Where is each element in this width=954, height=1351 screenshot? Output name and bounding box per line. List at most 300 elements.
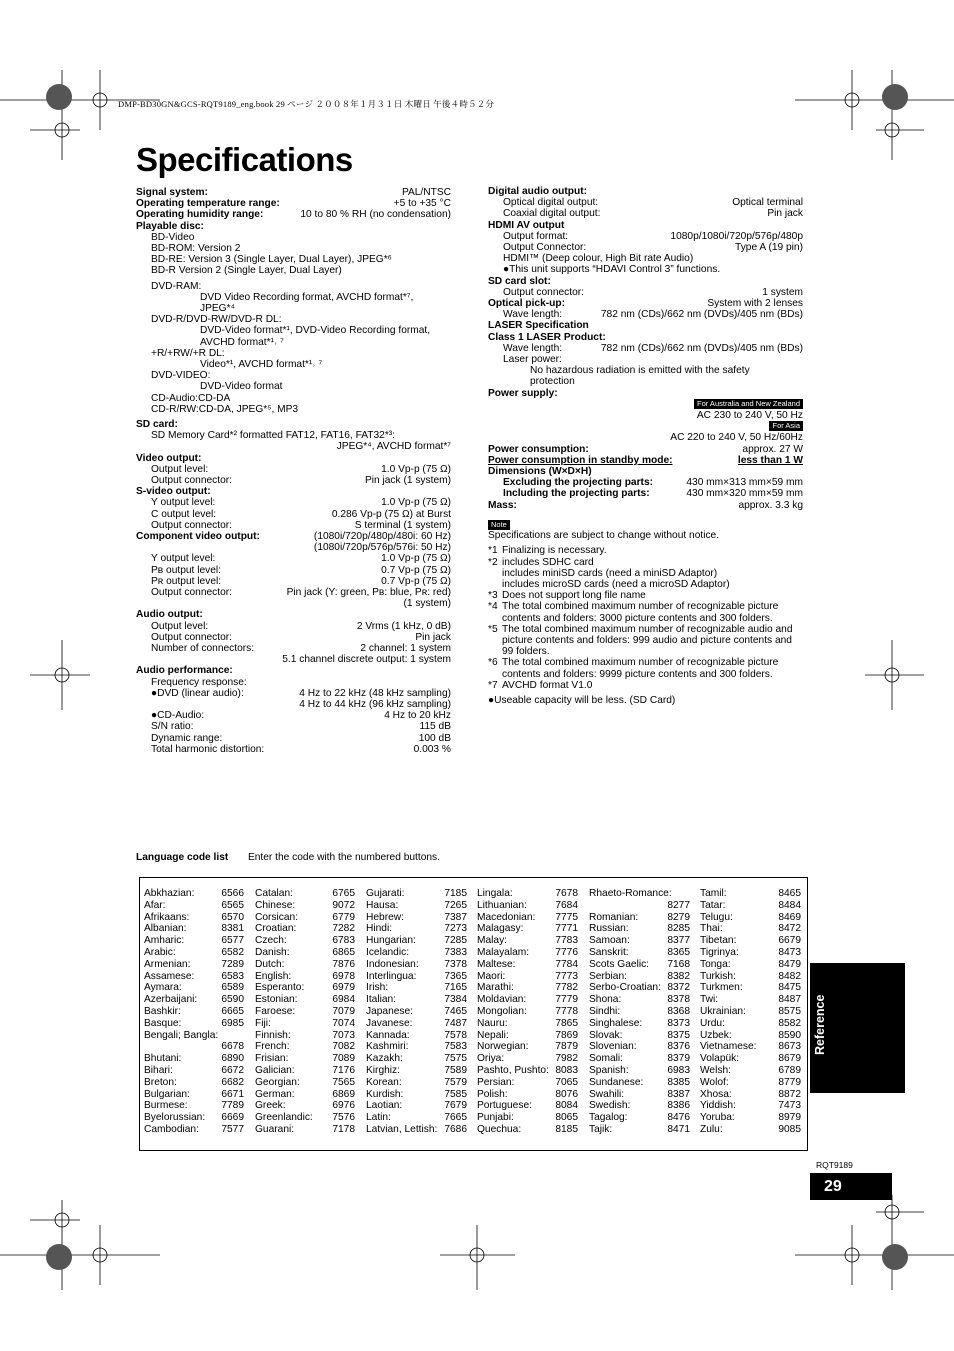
- language-code: 7776: [555, 946, 578, 958]
- language-code: 7982: [555, 1053, 578, 1065]
- language-entry: [255, 1077, 355, 1089]
- spec-label: Power consumption in standby mode:: [488, 454, 673, 466]
- footnote-text: The total combined maximum number of recognizable picture contents and folders: 9999 picture contents and 300 folders.: [502, 657, 779, 680]
- language-code: 6783: [332, 935, 355, 947]
- language-name: Tonga:: [700, 958, 731, 970]
- language-name: Danish:: [255, 946, 290, 958]
- language-name: Ukrainian:: [700, 1005, 746, 1017]
- spec-label: +R/+RW/+R DL:: [151, 347, 225, 359]
- language-name: Maori:: [477, 970, 506, 982]
- language-code: 8285: [667, 923, 690, 935]
- spec-label: BD-RE: Version 3 (Single Layer, Dual Layer), JPEG*⁶: [151, 254, 392, 266]
- language-entry: [589, 982, 690, 994]
- spec-label: Output Connector:: [503, 242, 587, 254]
- spec-value: PAL/NTSC: [401, 187, 451, 198]
- language-name: Telugu:: [700, 911, 733, 923]
- spec-label: No hazardous radiation is emitted with the safety: [530, 365, 750, 377]
- language-code: 8385: [667, 1076, 690, 1088]
- spec-row: [136, 325, 451, 336]
- spec-row: [488, 287, 803, 298]
- language-code-instruction: Enter the code with the numbered buttons.: [247, 852, 440, 863]
- language-code: 7165: [444, 982, 467, 994]
- spec-row: [136, 542, 451, 553]
- spec-label: Output connector:: [151, 631, 232, 643]
- language-name: Tibetan:: [700, 935, 737, 947]
- language-name: Malay:: [477, 935, 508, 947]
- spec-row: [488, 399, 803, 410]
- language-code: 8575: [778, 1005, 801, 1017]
- language-entry: [589, 947, 690, 959]
- spec-row: [136, 744, 451, 755]
- spec-row: [136, 243, 451, 254]
- spec-row: [136, 654, 451, 665]
- spec-label: Coaxial digital output:: [503, 208, 601, 220]
- language-code: 8473: [778, 946, 801, 958]
- language-entry: [589, 923, 690, 935]
- language-name: Nauru:: [477, 1017, 508, 1029]
- language-code: 8277: [667, 899, 690, 911]
- footnote: [488, 657, 806, 679]
- language-name: Turkmen:: [700, 982, 743, 994]
- spec-label: Video output:: [136, 452, 202, 464]
- spec-label: LASER Specification: [488, 320, 589, 332]
- language-name: Gujarati:: [366, 888, 405, 899]
- spec-label: Dimensions (W×D×H): [488, 466, 592, 478]
- spec-row: [136, 337, 451, 348]
- language-entry: [255, 1124, 355, 1136]
- language-name: Esperanto:: [255, 982, 305, 994]
- language-name: Hebrew:: [366, 911, 404, 923]
- spec-row: [488, 410, 803, 421]
- spec-row: [136, 404, 451, 415]
- spec-label: ●This unit supports “HDAVI Control 3” functions.: [503, 264, 721, 276]
- language-name: Finnish:: [255, 1029, 291, 1041]
- language-code: 7779: [555, 994, 578, 1006]
- language-name: Kashmiri:: [366, 1041, 409, 1053]
- spec-label: Digital audio output:: [488, 186, 588, 197]
- language-name: Singhalese:: [589, 1017, 643, 1029]
- language-name: Quechua:: [477, 1123, 522, 1135]
- language-entry: [477, 947, 578, 959]
- spec-value: System with 2 lenses: [707, 298, 803, 310]
- language-entry: [700, 994, 801, 1006]
- spec-label: Class 1 LASER Product:: [488, 331, 606, 343]
- spec-row: [488, 466, 803, 477]
- language-code: 8376: [667, 1041, 690, 1053]
- spec-row: [136, 187, 451, 198]
- language-code: 7575: [444, 1053, 467, 1065]
- language-entry: [700, 947, 801, 959]
- spec-label: ●DVD (linear audio):: [151, 687, 244, 699]
- language-code: 7686: [444, 1123, 467, 1135]
- language-code: 8979: [778, 1112, 801, 1124]
- language-code: 8475: [778, 982, 801, 994]
- language-code: 7684: [555, 899, 578, 911]
- spec-row: [136, 419, 451, 430]
- language-name: Shona:: [589, 994, 622, 1006]
- spec-label: DVD Video Recording format, AVCHD format*⁷,: [200, 291, 414, 303]
- language-entry: [700, 912, 801, 924]
- spec-value: Pin jack: [767, 208, 803, 220]
- language-entry: [700, 982, 801, 994]
- spec-label: AVCHD format*¹˒ ⁷: [200, 336, 284, 348]
- spec-row: [136, 453, 451, 464]
- spec-label: Pʀ output level:: [151, 575, 222, 587]
- language-name: Greek:: [255, 1100, 286, 1112]
- language-code: 7778: [555, 1005, 578, 1017]
- spec-label: Output connector:: [503, 286, 584, 298]
- language-name: Lingala:: [477, 888, 513, 899]
- language-code: 7773: [555, 970, 578, 982]
- language-name: Afar:: [144, 899, 166, 911]
- language-entry: [477, 1124, 578, 1136]
- spec-row: [136, 281, 451, 292]
- spec-value: approx. 27 W: [742, 443, 803, 455]
- language-name: Korean:: [366, 1076, 402, 1088]
- footnote-marker: *7: [488, 679, 498, 691]
- spec-row: [136, 576, 451, 587]
- language-entry: [366, 971, 467, 983]
- language-code: 8372: [667, 982, 690, 994]
- language-name: Marathi:: [477, 982, 514, 994]
- language-code: 9072: [332, 899, 355, 911]
- footnote-text: includes SDHC card includes miniSD cards (need a miniSD Adaptor) includes microSD cards (need a microSD Adaptor): [502, 556, 730, 591]
- language-code: 8476: [667, 1112, 690, 1124]
- spec-row: [136, 232, 451, 243]
- language-entry: [366, 947, 467, 959]
- spec-value: AC 220 to 240 V, 50 Hz/60Hz: [670, 432, 803, 444]
- spec-row: [488, 264, 803, 275]
- spec-row: [488, 220, 803, 231]
- language-entry: [366, 935, 467, 947]
- spec-row: [136, 314, 451, 325]
- spec-row: [136, 430, 451, 441]
- language-entry: [255, 1089, 355, 1101]
- language-name: Italian:: [366, 994, 397, 1006]
- page-title: Specifications: [136, 141, 353, 178]
- spec-row: [488, 298, 803, 309]
- language-name: Slovak:: [589, 1029, 623, 1041]
- spec-label: Wave length:: [503, 309, 563, 321]
- language-code: 7578: [444, 1029, 467, 1041]
- spec-row: [136, 198, 451, 209]
- language-entry: [366, 1041, 467, 1053]
- spec-label: Dynamic range:: [151, 732, 223, 744]
- footnote-text: The total combined maximum number of recognizable audio and picture contents and folders: 999 audio and picture contents and 99 folders.: [502, 623, 793, 658]
- language-entry: [255, 1053, 355, 1065]
- spec-label: S/N ratio:: [151, 721, 194, 733]
- spec-row: [136, 292, 451, 303]
- language-code: 7079: [332, 1005, 355, 1017]
- language-code: 7879: [555, 1041, 578, 1053]
- language-entry: [255, 971, 355, 983]
- language-entry: [144, 1124, 244, 1136]
- spec-row: [488, 432, 803, 443]
- spec-label: DVD-Video format: [200, 381, 283, 393]
- language-code: 8472: [778, 923, 801, 935]
- spec-row: [136, 632, 451, 643]
- spec-row: [136, 348, 451, 359]
- language-code: 8279: [667, 911, 690, 923]
- language-code: 7487: [444, 1017, 467, 1029]
- language-code: 6671: [221, 1088, 244, 1100]
- spec-label: Laser power:: [503, 354, 562, 366]
- footnote-marker: *1: [488, 545, 498, 557]
- language-code: 7383: [444, 946, 467, 958]
- language-name: Turkish:: [700, 970, 736, 982]
- language-name: Interlingua:: [366, 970, 417, 982]
- language-code: 7583: [444, 1041, 467, 1053]
- language-code: 6869: [332, 1088, 355, 1100]
- language-entry: [144, 1077, 244, 1089]
- language-code: 8487: [778, 994, 801, 1006]
- language-entry: [255, 1112, 355, 1124]
- spec-value: +5 to +35 °C: [393, 198, 451, 210]
- spec-label: Output connector:: [151, 519, 232, 531]
- language-column: [589, 888, 690, 1136]
- footnote-marker: *2: [488, 556, 498, 568]
- language-code: 6565: [221, 899, 244, 911]
- registration-dot: [46, 1244, 72, 1270]
- spec-value: JPEG*⁴, AVCHD format*⁷: [336, 441, 451, 453]
- language-entry: [255, 935, 355, 947]
- language-name: Estonian:: [255, 994, 298, 1006]
- spec-row: [488, 242, 803, 253]
- language-name: Pashto, Pushto:: [477, 1064, 549, 1076]
- language-name: Catalan:: [255, 888, 293, 899]
- spec-row: [488, 208, 803, 219]
- language-code: 6789: [778, 1064, 801, 1076]
- spec-label: BD-R Version 2 (Single Layer, Dual Layer): [151, 265, 342, 277]
- language-entry: [366, 888, 467, 900]
- region-badge: For Asia: [769, 421, 803, 431]
- spec-value: less than 1 W: [737, 454, 803, 466]
- spec-label: Output level:: [151, 463, 209, 475]
- language-entry: [477, 912, 578, 924]
- language-entry: [255, 1030, 355, 1042]
- language-code: 7782: [555, 982, 578, 994]
- language-entry: [589, 1124, 690, 1136]
- language-entry: [700, 1030, 801, 1042]
- language-name: Bhutani:: [144, 1053, 182, 1065]
- language-entry: [589, 1006, 690, 1018]
- language-name: Zulu:: [700, 1123, 723, 1135]
- language-name: Latvian, Lettish:: [366, 1123, 438, 1135]
- spec-label: Pʙ output level:: [151, 564, 221, 576]
- spec-label: C output level:: [151, 508, 217, 520]
- language-name: Maltese:: [477, 958, 516, 970]
- language-name: Czech:: [255, 935, 287, 947]
- footnote-marker: *5: [488, 623, 498, 635]
- language-entry: [366, 900, 467, 912]
- language-code: 8482: [778, 970, 801, 982]
- language-name: Dutch:: [255, 958, 285, 970]
- language-code: 7865: [555, 1017, 578, 1029]
- spec-row: [136, 254, 451, 265]
- language-name: Norwegian:: [477, 1041, 529, 1053]
- language-code: 6582: [221, 946, 244, 958]
- language-name: Tagalog:: [589, 1112, 628, 1124]
- spec-value: (1 system): [403, 598, 451, 610]
- language-code: 6978: [332, 970, 355, 982]
- note-badge: Note: [488, 520, 510, 530]
- spec-label: Excluding the projecting parts:: [503, 477, 653, 489]
- language-name: Russian:: [589, 923, 629, 935]
- spec-value: 4 Hz to 44 kHz (96 kHz sampling): [299, 699, 451, 711]
- language-entry: [589, 959, 690, 971]
- language-code: 8368: [667, 1005, 690, 1017]
- language-name: Hungarian:: [366, 935, 416, 947]
- language-entry: [477, 1100, 578, 1112]
- spec-value: 1.0 Vp-p (75 Ω): [381, 497, 451, 509]
- language-name: Malagasy:: [477, 923, 524, 935]
- language-code: 8484: [778, 899, 801, 911]
- spec-label: Output format:: [503, 230, 569, 242]
- registration-dot: [882, 1244, 908, 1270]
- spec-row: [488, 500, 803, 511]
- footnote: [488, 680, 806, 691]
- spec-value: 0.7 Vp-p (75 Ω): [381, 575, 451, 587]
- language-entry: [589, 912, 690, 924]
- language-code: 7378: [444, 958, 467, 970]
- language-entry: [589, 971, 690, 983]
- language-code: 7178: [332, 1123, 355, 1135]
- language-entry: [366, 1124, 467, 1136]
- language-entry: [477, 923, 578, 935]
- language-code: 7579: [444, 1076, 467, 1088]
- language-entry: [366, 1077, 467, 1089]
- language-code: 7289: [221, 958, 244, 970]
- spec-row: [488, 444, 803, 455]
- language-name: Macedonian:: [477, 911, 536, 923]
- language-name: Hindi:: [366, 923, 393, 935]
- spec-label: Playable disc:: [136, 220, 204, 232]
- spec-label: SD Memory Card*² formatted FAT12, FAT16, FAT32*³:: [151, 430, 396, 442]
- language-name: Burmese:: [144, 1100, 188, 1112]
- language-entry: [477, 888, 578, 900]
- language-entry: [144, 900, 244, 912]
- language-code: 7089: [332, 1053, 355, 1065]
- language-name: Slovenian:: [589, 1041, 637, 1053]
- language-code: 6665: [221, 1005, 244, 1017]
- spec-row: [136, 609, 451, 620]
- spec-value: 0.7 Vp-p (75 Ω): [381, 564, 451, 576]
- spec-value: (1080i/720p/576p/576i: 50 Hz): [313, 542, 451, 554]
- spec-row: [488, 421, 803, 432]
- spec-row: [136, 665, 451, 676]
- footnote-text: Finalizing is necessary.: [502, 545, 607, 557]
- language-code: 6577: [221, 935, 244, 947]
- language-name: Kirghiz:: [366, 1064, 400, 1076]
- spec-row: [136, 393, 451, 404]
- registration-dot: [46, 84, 72, 110]
- spec-row: [136, 441, 451, 452]
- language-name: Serbian:: [589, 970, 627, 982]
- footnote-text: Does not support long file name: [502, 590, 646, 602]
- language-code: 6765: [332, 888, 355, 899]
- language-name: Hausa:: [366, 899, 399, 911]
- language-code: 6682: [221, 1076, 244, 1088]
- language-name: Galician:: [255, 1064, 295, 1076]
- language-code-table: [139, 877, 808, 1151]
- language-name: Mongolian:: [477, 1005, 527, 1017]
- language-code: 7869: [555, 1029, 578, 1041]
- language-code: 8185: [555, 1123, 578, 1135]
- spec-row: [136, 209, 451, 220]
- language-name: Xhosa:: [700, 1088, 732, 1100]
- language-name: Kannada:: [366, 1029, 410, 1041]
- language-entry: [144, 923, 244, 935]
- language-entry: [366, 923, 467, 935]
- language-code: 7783: [555, 935, 578, 947]
- language-name: Tamil:: [700, 888, 727, 899]
- language-entry: [366, 1112, 467, 1124]
- language-entry: [589, 994, 690, 1006]
- spec-row: [136, 531, 451, 542]
- language-entry: [477, 1065, 578, 1077]
- language-entry: [144, 994, 244, 1006]
- language-name: Javanese:: [366, 1017, 413, 1029]
- crop-mark: [876, 1195, 924, 1290]
- language-name: Scots Gaelic:: [589, 958, 650, 970]
- footnote-text: AVCHD format V1.0: [502, 679, 593, 691]
- language-name: Moldavian:: [477, 994, 527, 1006]
- language-code: 8872: [778, 1088, 801, 1100]
- language-entry: [144, 1112, 244, 1124]
- spec-label: protection: [530, 376, 575, 388]
- language-code: 8375: [667, 1029, 690, 1041]
- language-name: Sanskrit:: [589, 946, 629, 958]
- language-entry: [144, 1100, 244, 1112]
- language-entry: [366, 994, 467, 1006]
- notes-section: [488, 519, 806, 706]
- language-name: Guarani:: [255, 1123, 295, 1135]
- language-code: 6679: [778, 935, 801, 947]
- language-entry: [144, 1053, 244, 1065]
- crop-mark: [865, 640, 924, 710]
- language-entry: [366, 1100, 467, 1112]
- language-code: 7784: [555, 958, 578, 970]
- language-entry: [589, 1041, 690, 1053]
- spec-label: Mass:: [488, 499, 517, 511]
- language-name: Indonesian:: [366, 958, 419, 970]
- language-code: 8076: [555, 1088, 578, 1100]
- language-name: Swahili:: [589, 1088, 625, 1100]
- spec-label: CD-R/RW:CD-DA, JPEG*⁵, MP3: [151, 403, 299, 415]
- spec-row: [136, 464, 451, 475]
- document-code: RQT9189: [816, 1160, 853, 1170]
- spec-row: [488, 343, 803, 354]
- language-name: Uzbek:: [700, 1029, 732, 1041]
- spec-row: [136, 221, 451, 232]
- spec-row: [136, 381, 451, 392]
- language-name: Chinese:: [255, 899, 296, 911]
- spec-label: Signal system:: [136, 187, 208, 198]
- spec-value: 1 system: [762, 286, 803, 298]
- spec-value: S terminal (1 system): [354, 519, 451, 531]
- language-entry: [477, 1041, 578, 1053]
- language-name: Greenlandic:: [255, 1112, 313, 1124]
- language-entry: [144, 912, 244, 924]
- spec-row: [136, 520, 451, 531]
- language-code: 7176: [332, 1064, 355, 1076]
- language-name: Persian:: [477, 1076, 515, 1088]
- language-entry: [255, 1100, 355, 1112]
- language-name: Bihari:: [144, 1064, 173, 1076]
- language-column: [255, 888, 355, 1136]
- language-name: Lithuanian:: [477, 899, 527, 911]
- language-name: Bashkir:: [144, 1005, 181, 1017]
